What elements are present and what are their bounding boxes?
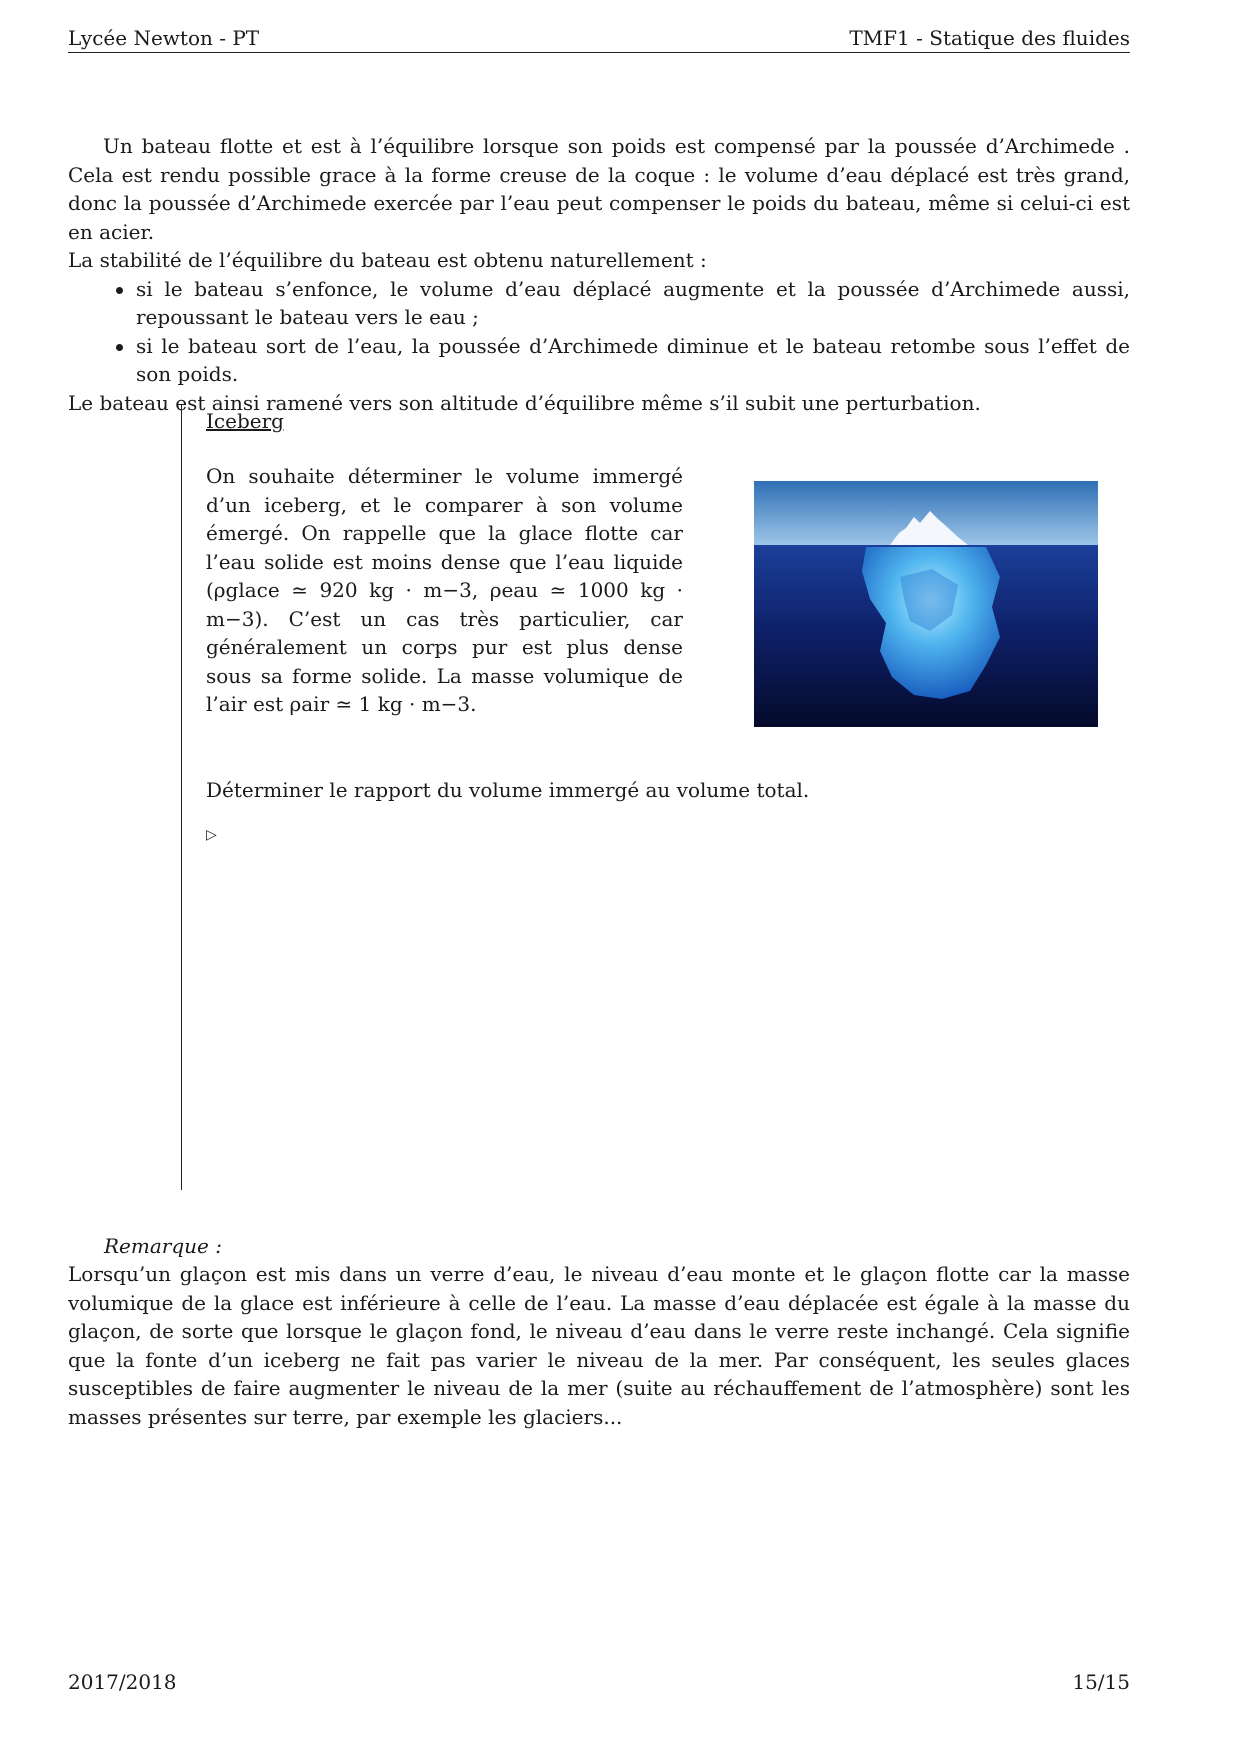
list-item: si le bateau sort de l’eau, la poussée d’Archimede diminue et le bateau retombe sous l’effet de son poids.	[68, 332, 1130, 389]
bullet-icon	[116, 287, 123, 294]
bullet-icon	[116, 344, 123, 351]
footer-year: 2017/2018	[68, 1670, 177, 1694]
exercise-title: Iceberg	[206, 409, 284, 433]
rho-air: ρair ≃ 1 kg · m−3.	[289, 692, 477, 716]
remark-title: Remarque :	[104, 1234, 222, 1258]
list-item: si le bateau s’enfonce, le volume d’eau déplacé augmente et la poussée d’Archimede aussi, repoussant le bateau vers le eau ;	[68, 275, 1130, 332]
exercise-text: On souhaite déterminer le volume immergé d’un iceberg, et le comparer à son volume émergé. On rappelle que la glace flotte car l’eau solide est moins dense que l’eau liquide (ρglace ≃ 920 kg · m−3, ρeau ≃ 1000 kg · m−3). C’est un cas très particulier, car généralement un corps pur est plus dense sous sa forme solide. La masse volumique de l’air est ρair ≃ 1 kg · m−3.	[206, 464, 684, 716]
intro-section	[68, 132, 1130, 417]
intro-paragraph: Un bateau flotte et est à l’équilibre lorsque son poids est compensé par la poussée d’Archimede . Cela est rendu possible grace à la forme creuse de la coque : le volume d’eau déplacé est très grand, donc la poussée d’Archimede exercée par l’eau peut compenser le poids du bateau, même si celui-ci est en acier.	[68, 134, 1130, 244]
iceberg-image	[754, 481, 1098, 727]
rho-glace: (ρglace ≃ 920 kg · m−3,	[206, 578, 479, 602]
rho-eau: ρeau ≃ 1000 kg · m−3).	[206, 578, 684, 631]
footer-page-number: 15/15	[1072, 1670, 1130, 1694]
answer-marker-icon: ▷	[206, 827, 217, 843]
stability-list	[68, 275, 1130, 389]
header-left: Lycée Newton - PT	[68, 26, 260, 50]
header-right: TMF1 - Statique des fluides	[849, 26, 1130, 50]
remark-paragraph: Lorsqu’un glaçon est mis dans un verre d’eau, le niveau d’eau monte et le glaçon flotte car la masse volumique de la glace est inférieure à celle de l’eau. La masse d’eau déplacée est égale à la masse du glaçon, de sorte que lorsque le glaçon fond, le niveau d’eau dans le verre reste inchangé. Cela signifie que la fonte d’un iceberg ne fait pas varier le niveau de la mer. Par conséquent, les seules glaces susceptibles de faire augmenter le niveau de la mer (suite au réchauffement de l’atmosphère) sont les masses présentes sur terre, par exemple les glaciers...	[68, 1262, 1130, 1429]
exercise-question: Déterminer le rapport du volume immergé au volume total.	[206, 778, 810, 802]
conclusion-line: Le bateau est ainsi ramené vers son altitude d’équilibre même s’il subit une perturbation.	[68, 390, 981, 415]
stability-line: La stabilité de l’équilibre du bateau est obtenu naturellement :	[68, 248, 707, 272]
page-header	[68, 22, 1130, 53]
